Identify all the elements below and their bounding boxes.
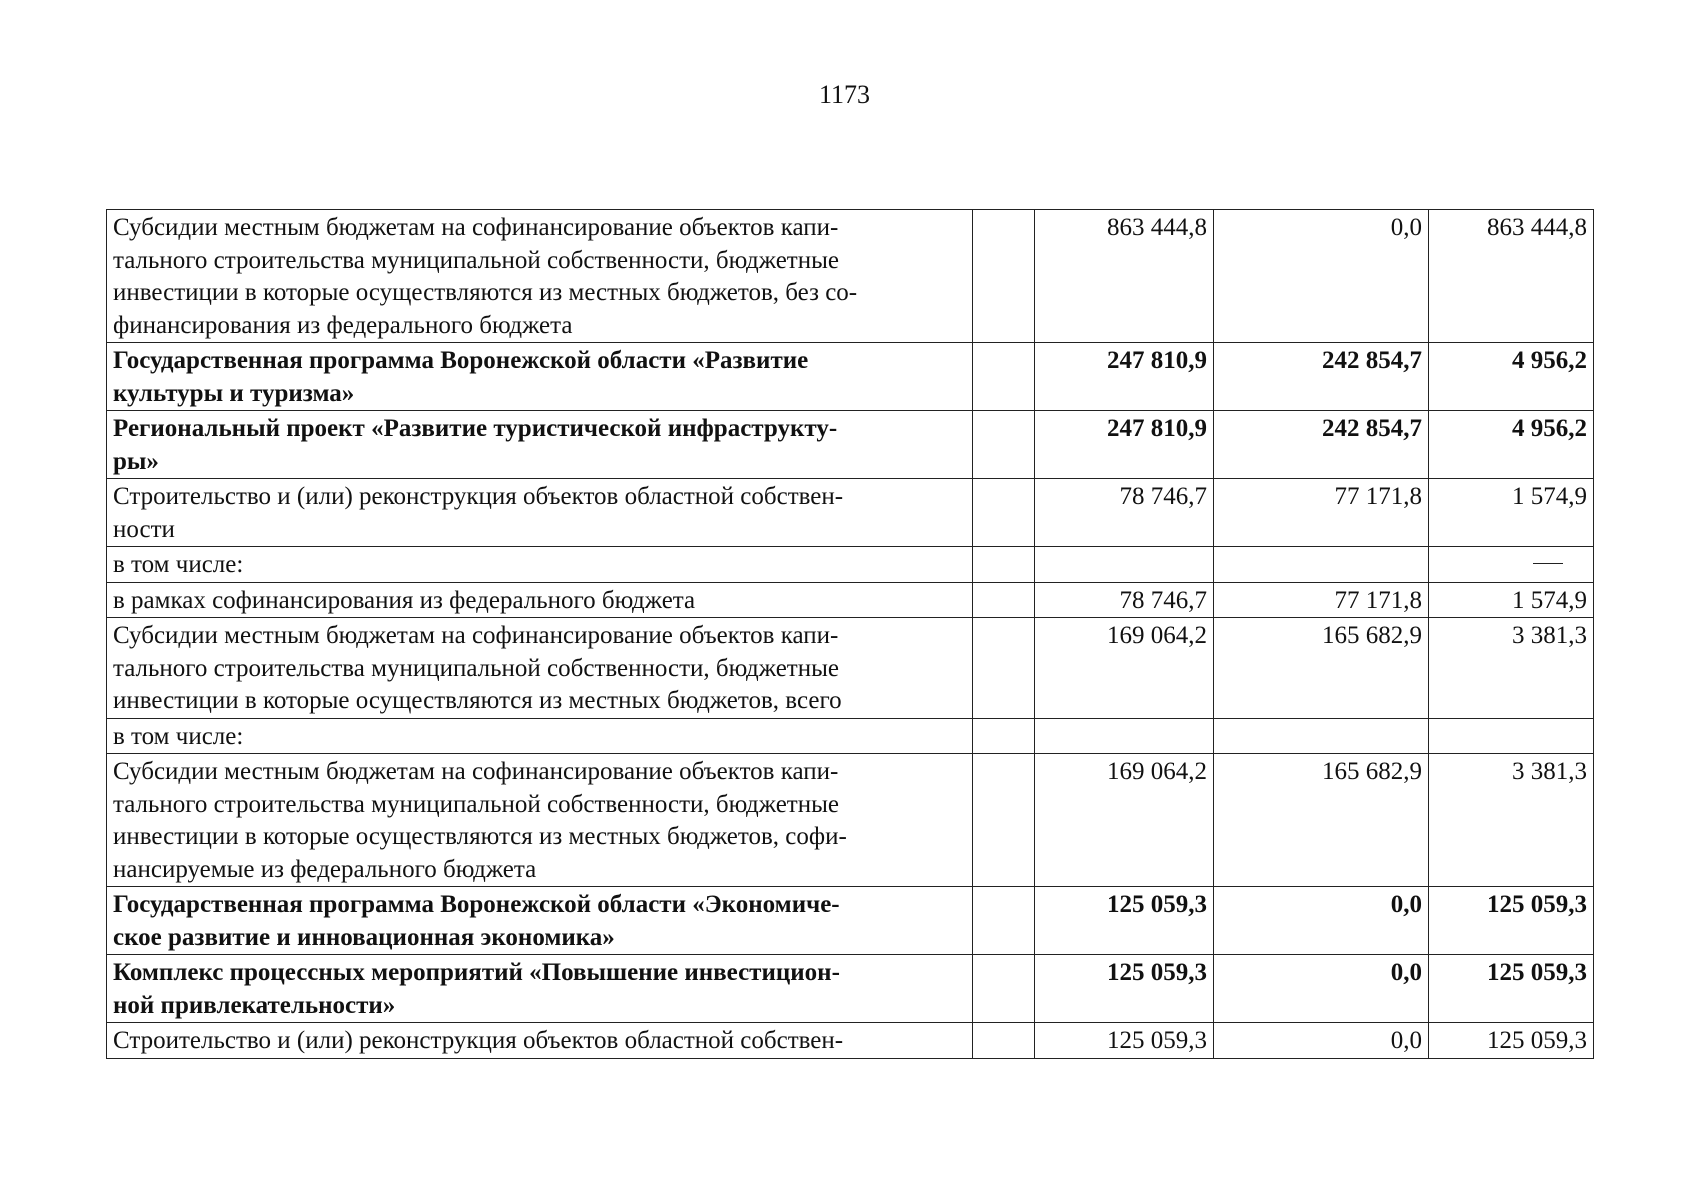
table-row <box>107 411 1594 479</box>
table-row <box>107 955 1594 1023</box>
amount-federal: 77 171,8 <box>1214 479 1429 547</box>
description-line: инвестиции в которые осуществляются из местных бюджетов, софи- <box>113 823 847 850</box>
description-line: в рамках софинансирования из федерального бюджета <box>113 586 696 614</box>
budget-table-body <box>107 210 1594 1059</box>
row-code-cell <box>973 955 1035 1023</box>
row-description <box>107 582 973 618</box>
row-code-cell <box>973 887 1035 955</box>
description-line: Строительство и (или) реконструкция объектов областной собствен- <box>113 1027 844 1054</box>
table-row <box>107 718 1594 754</box>
description-line: ности <box>113 515 175 543</box>
row-code-cell <box>973 479 1035 547</box>
description-line: тального строительства муниципальной собственности, бюджетные <box>113 790 840 818</box>
description-line: Строительство и (или) реконструкция объектов областной собствен- <box>113 483 844 510</box>
row-description <box>107 411 973 479</box>
row-description <box>107 754 973 887</box>
description-line: ной привлекательности» <box>113 991 396 1019</box>
row-code-cell <box>973 754 1035 887</box>
amount-regional <box>1429 547 1594 583</box>
description-line: Государственная программа Воронежской области «Развитие <box>113 347 809 374</box>
amount-total: 78 746,7 <box>1035 479 1214 547</box>
amount-federal <box>1214 547 1429 583</box>
description-line: культуры и туризма» <box>113 379 355 407</box>
description-line: тального строительства муниципальной собственности, бюджетные <box>113 246 840 274</box>
table-row <box>107 1023 1594 1059</box>
description-line: ры» <box>113 447 159 475</box>
table-row <box>107 618 1594 719</box>
budget-table <box>106 209 1594 1059</box>
amount-regional: 1 574,9 <box>1429 479 1594 547</box>
row-code-cell <box>973 411 1035 479</box>
description-line: ское развитие и инновационная экономика» <box>113 923 615 951</box>
description-line: инвестиции в которые осуществляются из местных бюджетов, без со- <box>113 279 858 306</box>
table-row <box>107 547 1594 583</box>
description-line: нансируемые из федерального бюджета <box>113 855 537 883</box>
amount-regional: 125 059,3 <box>1429 1023 1594 1059</box>
amount-regional: 125 059,3 <box>1429 887 1594 955</box>
row-code-cell <box>973 582 1035 618</box>
amount-regional: 4 956,2 <box>1429 411 1594 479</box>
table-row <box>107 754 1594 887</box>
row-description <box>107 210 973 343</box>
page-number: 1173 <box>818 80 871 109</box>
description-line: тального строительства муниципальной собственности, бюджетные <box>113 654 840 682</box>
table-row <box>107 479 1594 547</box>
amount-total <box>1035 718 1214 754</box>
amount-federal: 242 854,7 <box>1214 343 1429 411</box>
amount-total: 169 064,2 <box>1035 754 1214 887</box>
description-line: Государственная программа Воронежской области «Экономиче- <box>113 891 840 918</box>
row-description <box>107 479 973 547</box>
amount-federal: 0,0 <box>1214 1023 1429 1059</box>
description-line: финансирования из федерального бюджета <box>113 311 573 339</box>
row-code-cell <box>973 343 1035 411</box>
description-line: Субсидии местным бюджетам на софинансирование объектов капи- <box>113 758 839 785</box>
row-code-cell <box>973 547 1035 583</box>
row-description <box>107 618 973 719</box>
amount-federal: 165 682,9 <box>1214 618 1429 719</box>
amount-total <box>1035 547 1214 583</box>
row-code-cell <box>973 210 1035 343</box>
row-code-cell <box>973 718 1035 754</box>
amount-total: 125 059,3 <box>1035 955 1214 1023</box>
description-line: инвестиции в которые осуществляются из местных бюджетов, всего <box>113 687 842 714</box>
amount-regional: 863 444,8 <box>1429 210 1594 343</box>
amount-regional <box>1429 718 1594 754</box>
amount-total: 247 810,9 <box>1035 411 1214 479</box>
description-line: Субсидии местным бюджетам на софинансирование объектов капи- <box>113 214 839 241</box>
description-line: Комплекс процессных мероприятий «Повышение инвестицион- <box>113 959 840 986</box>
row-description <box>107 887 973 955</box>
amount-regional: 3 381,3 <box>1429 754 1594 887</box>
table-row <box>107 887 1594 955</box>
table-row <box>107 582 1594 618</box>
row-description <box>107 955 973 1023</box>
amount-federal: 0,0 <box>1214 955 1429 1023</box>
row-code-cell <box>973 1023 1035 1059</box>
table-row <box>107 210 1594 343</box>
amount-total: 169 064,2 <box>1035 618 1214 719</box>
amount-federal: 0,0 <box>1214 210 1429 343</box>
amount-federal: 77 171,8 <box>1214 582 1429 618</box>
amount-total: 247 810,9 <box>1035 343 1214 411</box>
amount-federal: 242 854,7 <box>1214 411 1429 479</box>
amount-total: 125 059,3 <box>1035 887 1214 955</box>
amount-regional: 3 381,3 <box>1429 618 1594 719</box>
description-line: Субсидии местным бюджетам на софинансирование объектов капи- <box>113 622 839 649</box>
row-code-cell <box>973 618 1035 719</box>
amount-federal: 0,0 <box>1214 887 1429 955</box>
description-line: Региональный проект «Развитие туристической инфраструкту- <box>113 415 838 442</box>
amount-federal <box>1214 718 1429 754</box>
table-row <box>107 343 1594 411</box>
amount-regional: 1 574,9 <box>1429 582 1594 618</box>
row-description <box>107 1023 973 1059</box>
description-line: в том числе: <box>113 722 244 750</box>
row-description <box>107 547 973 583</box>
description-line: в том числе: <box>113 551 244 578</box>
amount-federal: 165 682,9 <box>1214 754 1429 887</box>
amount-regional: 4 956,2 <box>1429 343 1594 411</box>
amount-total: 78 746,7 <box>1035 582 1214 618</box>
underline-mark <box>1533 563 1563 564</box>
amount-regional: 125 059,3 <box>1429 955 1594 1023</box>
amount-total: 863 444,8 <box>1035 210 1214 343</box>
row-description <box>107 343 973 411</box>
amount-total: 125 059,3 <box>1035 1023 1214 1059</box>
row-description <box>107 718 973 754</box>
